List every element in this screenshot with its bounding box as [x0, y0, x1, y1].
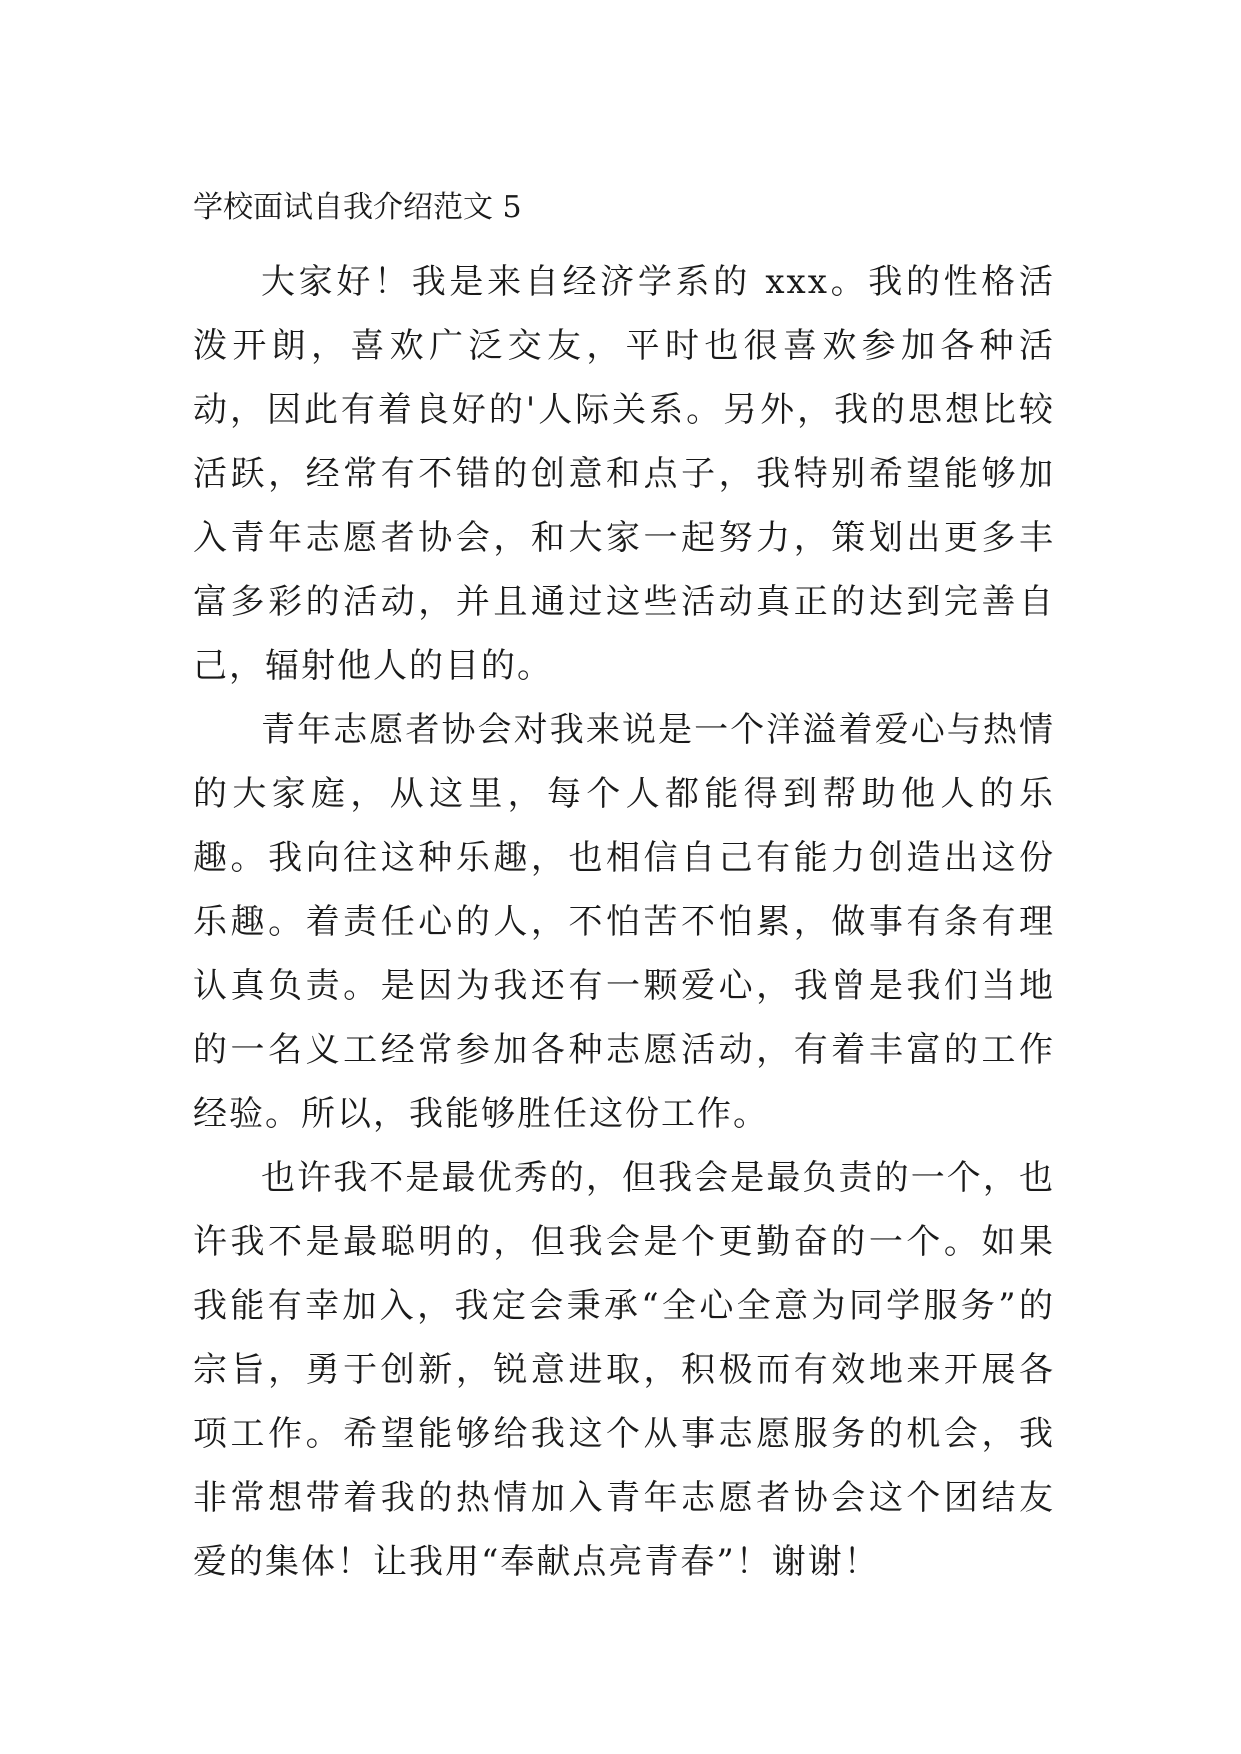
document-body — [193, 188, 1055, 1594]
document-title: 学校面试自我介绍范文 5 — [193, 190, 522, 225]
paragraph-association: 青年志愿者协会对我来说是一个洋溢着爱心与热情的大家庭，从这里，每个人都能得到帮助他人的乐趣。我向往这种乐趣，也相信自己有能力创造出这份乐趣。着责任心的人，不怕苦不怕累，做事有条有理认真负责。是因为我还有一颗爱心，我曾是我们当地的一名义工经常参加各种志愿活动，有着丰富的工作经验。所以，我能够胜任这份工作。 — [193, 710, 1055, 1134]
paragraph-intro: 大家好！我是来自经济学系的 xxx。我的性格活泼开朗，喜欢广泛交友，平时也很喜欢参加各种活动，因此有着良好的'人际关系。另外，我的思想比较活跃，经常有不错的创意和点子，我特别希望能够加入青年志愿者协会，和大家一起努力，策划出更多丰富多彩的活动，并且通过这些活动真正的达到完善自己，辐射他人的目的。 — [193, 262, 1055, 686]
paragraph-closing: 也许我不是最优秀的，但我会是最负责的一个，也许我不是最聪明的，但我会是个更勤奋的一个。如果我能有幸加入，我定会秉承“全心全意为同学服务”的宗旨，勇于创新，锐意进取，积极而有效地来开展各项工作。希望能够给我这个从事志愿服务的机会，我非常想带着我的热情加入青年志愿者协会这个团结友爱的集体！让我用“奉献点亮青春”！谢谢！ — [193, 1158, 1055, 1582]
